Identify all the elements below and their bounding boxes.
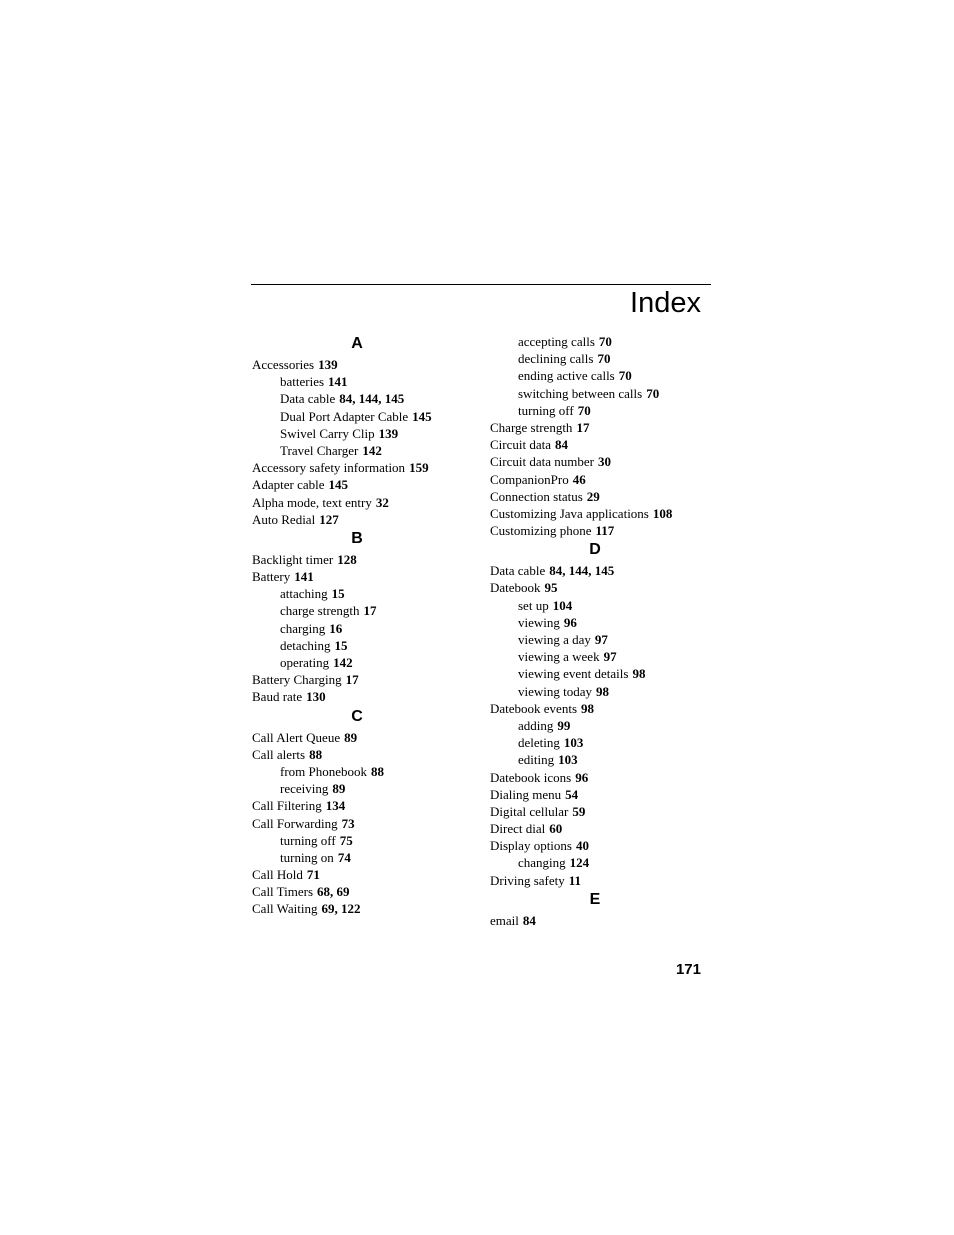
entry-term: Dialing menu [490, 786, 562, 802]
entry-pages: 141 [328, 374, 348, 390]
entry-term: detaching [280, 637, 331, 653]
index-subentry [490, 402, 720, 419]
index-subentry [252, 373, 482, 390]
index-entry [490, 488, 720, 505]
entry-pages: 103 [558, 752, 578, 768]
entry-pages: 84, 144, 145 [339, 391, 405, 407]
entry-term: viewing a day [518, 632, 591, 647]
index-entry [252, 568, 482, 585]
index-subentry [252, 442, 482, 459]
entry-term: Call Alert Queue [252, 729, 341, 745]
entry-term: Direct dial [490, 821, 546, 837]
entry-term: Travel Charger [280, 442, 359, 458]
index-entry [490, 820, 720, 837]
index-subentry [252, 654, 482, 671]
index-subentry [490, 614, 720, 631]
entry-pages: 74 [337, 849, 351, 865]
index-entry [252, 866, 482, 883]
entry-pages: 145 [412, 408, 432, 424]
index-subentry [490, 683, 720, 700]
entry-term: Customizing Java applications [490, 505, 649, 521]
entry-pages: 84, 144, 145 [549, 563, 615, 579]
entry-pages: 98 [581, 700, 595, 716]
index-entry [490, 505, 720, 522]
index-entry [490, 700, 720, 717]
index-subentry [490, 717, 720, 734]
page-number: 171 [675, 961, 701, 978]
entry-pages: 75 [339, 832, 353, 848]
entry-term: Datebook [490, 580, 541, 596]
entry-term: switching between calls [518, 385, 643, 401]
entry-pages: 70 [646, 385, 660, 401]
entry-term: charge strength [280, 603, 360, 619]
index-subentry [252, 390, 482, 407]
index-subentry [490, 854, 720, 871]
index-entry [252, 511, 482, 528]
index-entry [252, 900, 482, 917]
entry-pages: 117 [595, 523, 615, 539]
entry-pages: 70 [598, 334, 612, 349]
entry-pages: 60 [549, 821, 563, 837]
index-subentry [252, 620, 482, 637]
entry-term: Auto Redial [252, 511, 316, 527]
entry-term: adding [518, 717, 554, 733]
entry-term: email [490, 912, 519, 928]
entry-term: Data cable [490, 563, 546, 579]
entry-pages: 124 [569, 855, 590, 871]
index-entry [490, 912, 720, 929]
index-subentry [490, 734, 720, 751]
entry-pages: 15 [334, 637, 348, 653]
entry-pages: 99 [557, 717, 571, 733]
index-column-left [252, 333, 482, 918]
index-subentry [252, 637, 482, 654]
entry-term: viewing today [518, 683, 593, 699]
entry-pages: 54 [565, 786, 579, 802]
index-entry [252, 671, 482, 688]
section-letter: D [589, 541, 601, 559]
index-subentry [252, 849, 482, 866]
index-subentry [252, 602, 482, 619]
entry-pages: 89 [332, 781, 346, 797]
entry-term: Swivel Carry Clip [280, 425, 375, 441]
entry-term: Call Forwarding [252, 815, 338, 831]
entry-pages: 103 [563, 735, 584, 751]
entry-pages: 16 [329, 620, 343, 636]
index-subentry [490, 333, 720, 350]
index-subentry [252, 832, 482, 849]
entry-term: Display options [490, 838, 572, 854]
section-letter: E [589, 890, 601, 908]
entry-term: Accessories [252, 357, 315, 372]
index-entry [252, 551, 482, 568]
entry-pages: 88 [371, 763, 385, 779]
entry-term: Digital cellular [490, 803, 569, 819]
index-subentry [490, 751, 720, 768]
index-entry [252, 356, 482, 373]
entry-pages: 73 [341, 815, 355, 831]
entry-term: Backlight timer [252, 551, 334, 567]
section-letter: A [351, 335, 363, 352]
entry-term: receiving [280, 781, 329, 797]
index-subentry [252, 425, 482, 442]
entry-term: Call Waiting [252, 901, 318, 917]
entry-term: turning off [518, 402, 574, 418]
index-entry [490, 436, 720, 453]
entry-term: editing [518, 752, 555, 768]
entry-term: Dual Port Adapter Cable [280, 408, 409, 424]
entry-term: Battery Charging [252, 672, 342, 688]
entry-pages: 97 [603, 649, 617, 665]
entry-pages: 17 [363, 603, 377, 619]
index-subentry [490, 367, 720, 384]
entry-term: viewing a week [518, 649, 600, 665]
entry-pages: 134 [325, 798, 346, 814]
index-entry [490, 872, 720, 889]
section-letter: B [351, 529, 363, 547]
entry-term: Call alerts [252, 746, 306, 762]
index-entry [490, 522, 720, 539]
entry-pages: 108 [652, 505, 673, 521]
entry-term: Battery [252, 569, 291, 585]
entry-pages: 59 [572, 803, 586, 819]
index-entry [490, 769, 720, 786]
index-entry [252, 729, 482, 746]
entry-term: changing [518, 855, 566, 871]
index-entry [252, 494, 482, 511]
entry-term: turning on [280, 849, 334, 865]
entry-term: viewing [518, 614, 560, 630]
entry-pages: 17 [345, 672, 359, 688]
entry-term: Call Hold [252, 867, 303, 883]
entry-pages: 46 [572, 471, 586, 487]
index-entry [490, 579, 720, 596]
entry-term: set up [518, 597, 549, 613]
entry-pages: 145 [328, 477, 349, 493]
entry-term: Datebook events [490, 700, 578, 716]
entry-pages: 15 [331, 586, 345, 602]
entry-pages: 159 [409, 460, 429, 476]
entry-term: viewing event details [518, 666, 629, 682]
index-subentry [490, 385, 720, 402]
entry-term: Charge strength [490, 419, 573, 435]
entry-term: declining calls [518, 351, 594, 367]
entry-pages: 11 [568, 872, 582, 888]
entry-term: Customizing phone [490, 523, 592, 539]
index-entry [490, 453, 720, 470]
entry-pages: 141 [294, 569, 314, 585]
entry-pages: 89 [344, 729, 358, 745]
index-entry [252, 746, 482, 763]
entry-term: Alpha mode, text entry [252, 494, 372, 510]
entry-pages: 104 [552, 597, 573, 613]
entry-term: operating [280, 655, 330, 670]
entry-pages: 96 [575, 769, 589, 785]
index-entry [252, 797, 482, 814]
index-subentry [252, 780, 482, 797]
entry-pages: 139 [378, 425, 399, 441]
index-subentry [252, 408, 482, 425]
entry-pages: 142 [333, 655, 353, 670]
entry-pages: 130 [306, 689, 326, 705]
entry-pages: 98 [596, 683, 610, 699]
index-column-right [490, 333, 720, 929]
entry-pages: 127 [319, 511, 339, 527]
entry-pages: 95 [544, 580, 558, 596]
entry-term: Call Filtering [252, 798, 322, 814]
entry-term: Baud rate [252, 689, 303, 705]
index-entry [252, 459, 482, 476]
index-entry [252, 476, 482, 493]
entry-pages: 88 [309, 746, 323, 762]
index-subentry [252, 585, 482, 602]
entry-pages: 68, 69 [317, 884, 350, 900]
entry-term: Connection status [490, 488, 583, 504]
entry-term: batteries [280, 374, 325, 390]
index-entry [252, 815, 482, 832]
entry-pages: 29 [586, 488, 600, 504]
entry-pages: 69, 122 [321, 901, 361, 917]
entry-pages: 84 [522, 912, 536, 928]
index-subentry [252, 763, 482, 780]
index-entry [490, 803, 720, 820]
entry-term: Data cable [280, 391, 336, 407]
entry-pages: 142 [362, 442, 382, 458]
entry-pages: 32 [375, 494, 389, 510]
index-subentry [490, 350, 720, 367]
page-title: Index [630, 287, 701, 319]
entry-term: attaching [280, 586, 328, 602]
index-entry [252, 688, 482, 705]
entry-term: from Phonebook [280, 763, 368, 779]
index-subentry [490, 631, 720, 648]
entry-pages: 98 [632, 666, 646, 682]
index-entry [490, 837, 720, 854]
entry-term: Circuit data [490, 437, 552, 453]
index-entry [252, 883, 482, 900]
entry-pages: 96 [563, 614, 577, 630]
entry-term: accepting calls [518, 334, 595, 349]
entry-pages: 70 [597, 351, 611, 367]
entry-term: Call Timers [252, 884, 314, 900]
entry-pages: 97 [594, 632, 608, 647]
entry-term: ending active calls [518, 368, 615, 384]
entry-term: charging [280, 620, 326, 636]
entry-pages: 139 [318, 357, 338, 372]
entry-term: Circuit data number [490, 454, 594, 470]
entry-pages: 71 [306, 867, 320, 883]
index-entry [490, 419, 720, 436]
entry-pages: 70 [618, 368, 632, 384]
index-subentry [490, 648, 720, 665]
index-subentry [490, 665, 720, 682]
entry-term: deleting [518, 735, 560, 751]
entry-term: Accessory safety information [252, 460, 406, 476]
entry-term: Driving safety [490, 872, 565, 888]
entry-pages: 128 [337, 551, 357, 567]
index-entry [490, 786, 720, 803]
index-entry [490, 471, 720, 488]
index-subentry [490, 597, 720, 614]
entry-pages: 17 [576, 419, 590, 435]
entry-pages: 40 [575, 838, 589, 854]
section-letter: C [351, 707, 363, 725]
entry-pages: 84 [555, 437, 569, 453]
entry-term: Adapter cable [252, 477, 325, 493]
entry-pages: 30 [597, 454, 611, 470]
entry-term: turning off [280, 832, 336, 848]
entry-term: Datebook icons [490, 769, 572, 785]
entry-pages: 70 [577, 402, 591, 418]
entry-term: CompanionPro [490, 471, 569, 487]
index-entry [490, 562, 720, 579]
